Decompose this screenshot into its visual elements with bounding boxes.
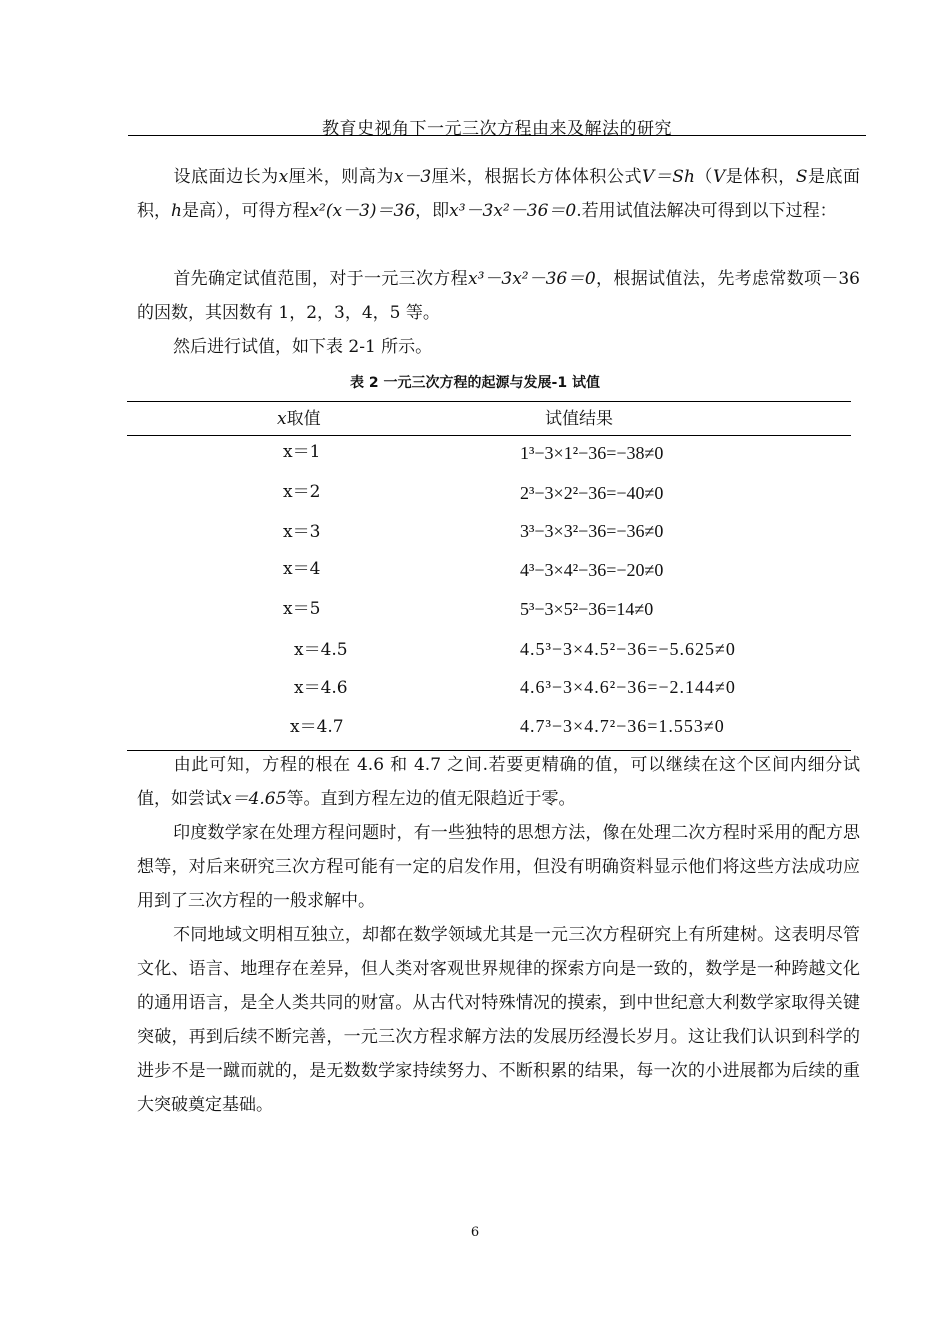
paragraph-2 xyxy=(137,262,860,330)
table-header-result: 试值结果 xyxy=(545,409,613,429)
text: 不同地域文明相互独立，却都在数学领域尤其是一元三次方程研究上有所建树。这表明尽管文化、语言、地理存在差异，但人类对客观世界规律的探索方向是一致的，数学是一种跨越文化的通用语言，是全人类共同的财富。从古代对特殊情况的摸索，到中世纪意大利数学家取得关键突破，再到后续不断完善，一元三次方程求解方法的发展历经漫长岁月。这让我们认识到科学的进步不是一蹴而就的，是无数数学家持续努力、不断积累的结果，每一次的小进展都为后续的重大突破奠定基础。 xyxy=(137,925,860,1115)
text: 厘米，根据长方体体积公式 xyxy=(431,167,642,187)
math: S xyxy=(795,167,808,187)
text: 首先确定试值范围，对于一元三次方程 xyxy=(173,269,468,289)
text: 是底面积， xyxy=(137,167,861,221)
table-cell-result: 3³−3×3²−36=−36≠0 xyxy=(520,521,664,541)
table-cell-result: 4³−3×4²−36=−20≠0 xyxy=(520,560,664,580)
text: （ xyxy=(694,167,713,187)
page-number: 6 xyxy=(470,1225,480,1240)
paragraph-4 xyxy=(137,748,860,816)
table-cell-result: 4.5³−3×4.5²−36=−5.625≠0 xyxy=(520,639,736,659)
text: 是体积， xyxy=(725,167,796,187)
text: 由此可知，方程的根在 4.6 和 4.7 之间.若要更精确的值，可以继续在这个区间内细分试值，如尝试 xyxy=(137,755,860,809)
text: ，根据试值法，先考虑常数项－36的因数，其因数有 1，2，3，4，5 等。 xyxy=(137,269,860,323)
table-cell-x: x＝5 xyxy=(283,599,321,619)
math: x xyxy=(277,409,287,429)
table-cell-result: 4.6³−3×4.6²−36=−2.144≠0 xyxy=(520,677,736,697)
table-cell-result: 2³−3×2²−36=−40≠0 xyxy=(520,483,664,503)
table-cell-result: 1³−3×1²−36=−38≠0 xyxy=(520,443,664,463)
math: h xyxy=(171,201,182,221)
table-caption: 表 2 一元三次方程的起源与发展-1 试值 xyxy=(350,375,600,391)
math: V＝Sh xyxy=(641,167,695,187)
text: 印度数学家在处理方程问题时，有一些独特的思想方法，像在处理二次方程时采用的配方思想等，对后来研究三次方程可能有一定的启发作用，但没有明确资料显示他们将这些方法成功应用到了三次方程的一般求解中。 xyxy=(137,823,860,911)
text: 然后进行试值，如下表 2-1 所示。 xyxy=(173,337,433,357)
math: x＝4.65 xyxy=(222,789,287,809)
text: 是高），可得方程 xyxy=(181,201,310,221)
text: 取值 xyxy=(286,409,321,429)
text: ，即 xyxy=(415,201,450,221)
table-cell-x: x＝4.5 xyxy=(294,640,348,660)
table-cell-x: x＝2 xyxy=(283,482,321,502)
text: 等。直到方程左边的值无限趋近于零。 xyxy=(286,789,576,809)
table-cell-result: 4.7³−3×4.7²−36=1.553≠0 xyxy=(520,716,725,736)
table-cell-x: x＝3 xyxy=(283,522,321,542)
math: V xyxy=(712,167,726,187)
table-cell-x: x＝4.7 xyxy=(290,717,344,737)
math: x xyxy=(278,167,289,187)
math: x³－3x²－36＝0 xyxy=(449,201,577,221)
text: .若用试值法解决可得到以下过程： xyxy=(576,201,837,221)
table-header-x xyxy=(277,404,321,429)
table-cell-result: 5³−3×5²−36=14≠0 xyxy=(520,599,654,619)
paragraph-3 xyxy=(137,330,860,364)
running-header: 教育史视角下一元三次方程由来及解法的研究 xyxy=(322,119,672,139)
table-cell-x: x＝1 xyxy=(283,442,321,462)
text: 厘米，则高为 xyxy=(288,167,394,187)
math: x³－3x²－36＝0 xyxy=(467,269,596,289)
table-top-rule xyxy=(127,401,851,402)
paragraph-1 xyxy=(137,160,860,228)
math: x－3 xyxy=(393,167,432,187)
paragraph-6 xyxy=(137,918,860,1122)
table-header-rule xyxy=(127,435,851,436)
table-cell-x: x＝4 xyxy=(283,559,321,579)
paragraph-5 xyxy=(137,816,860,918)
header-rule xyxy=(128,135,866,136)
text: 设底面边长为 xyxy=(173,167,279,187)
math: x²(x－3)＝36 xyxy=(309,201,416,221)
table-cell-x: x＝4.6 xyxy=(294,678,348,698)
